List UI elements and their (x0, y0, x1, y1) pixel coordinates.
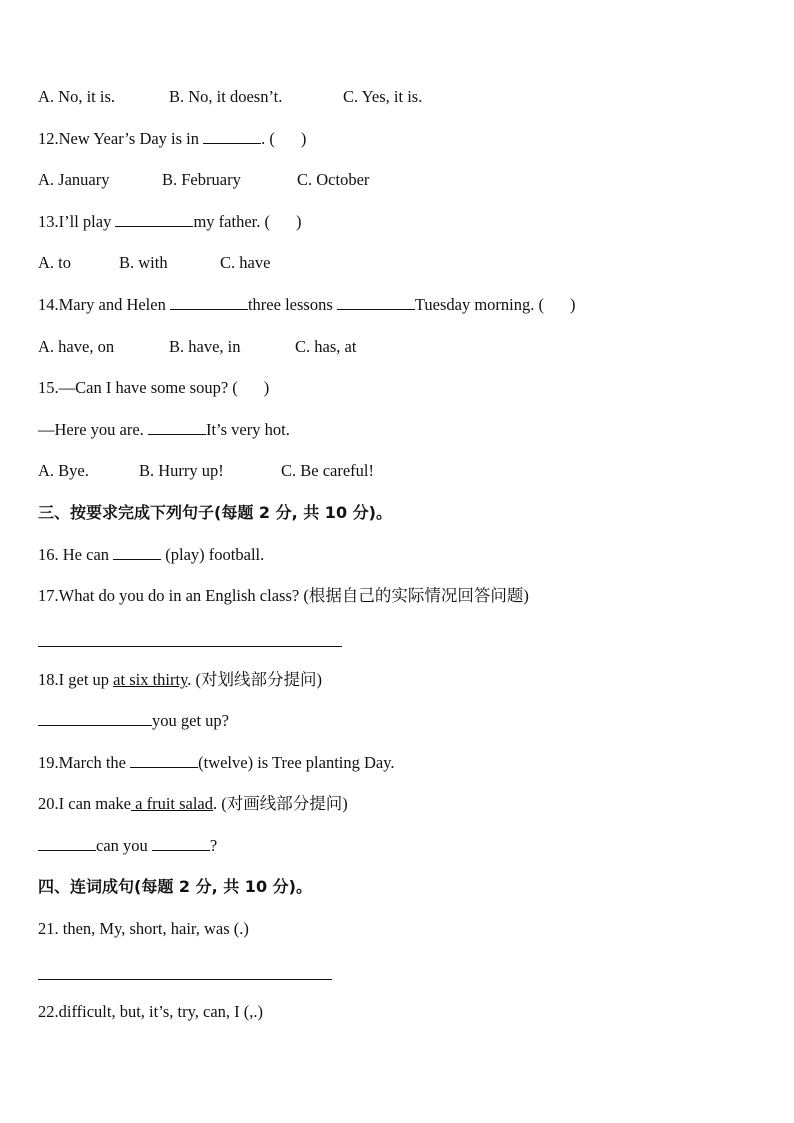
q13-paren-close: ) (295, 212, 302, 231)
q18-text-before: 18.I get up (38, 670, 114, 689)
q19-text-before: 19.March the (38, 753, 131, 772)
q18-answer (38, 711, 229, 731)
q15-option-b: B. Hurry up! (139, 461, 224, 480)
q13-option-b: B. with (119, 253, 168, 272)
q11-option-c: C. Yes, it is. (343, 87, 423, 106)
q12-text-after: . ( (261, 129, 275, 148)
q14-text-middle: three lessons (247, 295, 337, 314)
q20-answer (38, 836, 217, 856)
q13-text-after: my father. ( (193, 212, 270, 231)
q12-blank (203, 129, 261, 144)
q13-option-a: A. to (38, 253, 71, 272)
q17-question: 17.What do you do in an English class? (根据自己的实际情况回答问题) (38, 586, 529, 605)
q15-question (38, 378, 269, 398)
q20-question (38, 794, 348, 814)
q15-option-a: A. Bye. (38, 461, 89, 480)
q18-question (38, 670, 322, 690)
q11-option-a: A. No, it is. (38, 87, 116, 106)
q14-option-c: C. has, at (295, 337, 357, 356)
q22-question: 22.difficult, but, it’s, try, can, I (,.) (38, 1002, 263, 1021)
q13-text-before: 13.I’ll play (38, 212, 116, 231)
q15-option-c: C. Be careful! (281, 461, 374, 480)
q15-paren-close: ) (263, 378, 270, 397)
q15-reply (38, 420, 290, 440)
q14-question (38, 295, 575, 315)
q18-answer-text: you get up? (152, 711, 229, 730)
q15-text: 15.—Can I have some soup? ( (38, 378, 238, 397)
q19-text-after: (twelve) is Tree planting Day. (198, 753, 395, 772)
q12-option-b: B. February (162, 170, 241, 189)
q14-text-after: Tuesday morning. ( (414, 295, 544, 314)
q20-underlined-phrase: a fruit salad (131, 794, 214, 813)
q15-reply-after: It’s very hot. (205, 420, 290, 439)
q17-answer-line (38, 646, 342, 647)
q14-paren-close: ) (569, 295, 576, 314)
q19-question (38, 753, 395, 773)
q14-option-a: A. have, on (38, 337, 115, 356)
q14-blank-1 (170, 295, 248, 310)
q12-paren-close: ) (300, 129, 307, 148)
q12-question (38, 129, 306, 149)
q20-text-after: . (对画线部分提问) (213, 794, 348, 813)
q20-answer-blank-2 (152, 836, 210, 851)
q19-blank (130, 753, 198, 768)
q18-answer-blank (38, 711, 152, 726)
q14-text-before: 14.Mary and Helen (38, 295, 170, 314)
section-4-heading: 四、连词成句(每题 2 分, 共 10 分)。 (38, 877, 312, 896)
q12-text-before: 12.New Year’s Day is in (38, 129, 204, 148)
q16-text-before: 16. He can (38, 545, 114, 564)
q13-options (38, 253, 270, 273)
q21-answer-line (38, 979, 332, 980)
q11-option-b: B. No, it doesn’t. (169, 87, 283, 106)
q16-blank (113, 545, 161, 560)
q18-underlined-phrase: at six thirty (113, 670, 188, 689)
q16-text-after: (play) football. (161, 545, 265, 564)
q20-answer-middle: can you (96, 836, 152, 855)
q11-options (38, 87, 422, 107)
q21-question: 21. then, My, short, hair, was (.) (38, 919, 249, 938)
q12-option-a: A. January (38, 170, 110, 189)
q14-blank-2 (337, 295, 415, 310)
q14-options (38, 337, 356, 357)
q15-reply-before: —Here you are. (38, 420, 148, 439)
q16-question (38, 545, 264, 565)
q13-blank (115, 212, 193, 227)
q15-blank (148, 420, 206, 435)
q20-text-before: 20.I can make (38, 794, 131, 813)
q13-option-c: C. have (220, 253, 271, 272)
q15-options (38, 461, 374, 481)
q13-question (38, 212, 301, 232)
q18-text-after: . (对划线部分提问) (187, 670, 322, 689)
q20-answer-blank-1 (38, 836, 96, 851)
q20-answer-end: ? (209, 836, 218, 855)
q12-options (38, 170, 369, 190)
section-3-heading: 三、按要求完成下列句子(每题 2 分, 共 10 分)。 (38, 503, 392, 522)
q14-option-b: B. have, in (169, 337, 241, 356)
q12-option-c: C. October (297, 170, 370, 189)
